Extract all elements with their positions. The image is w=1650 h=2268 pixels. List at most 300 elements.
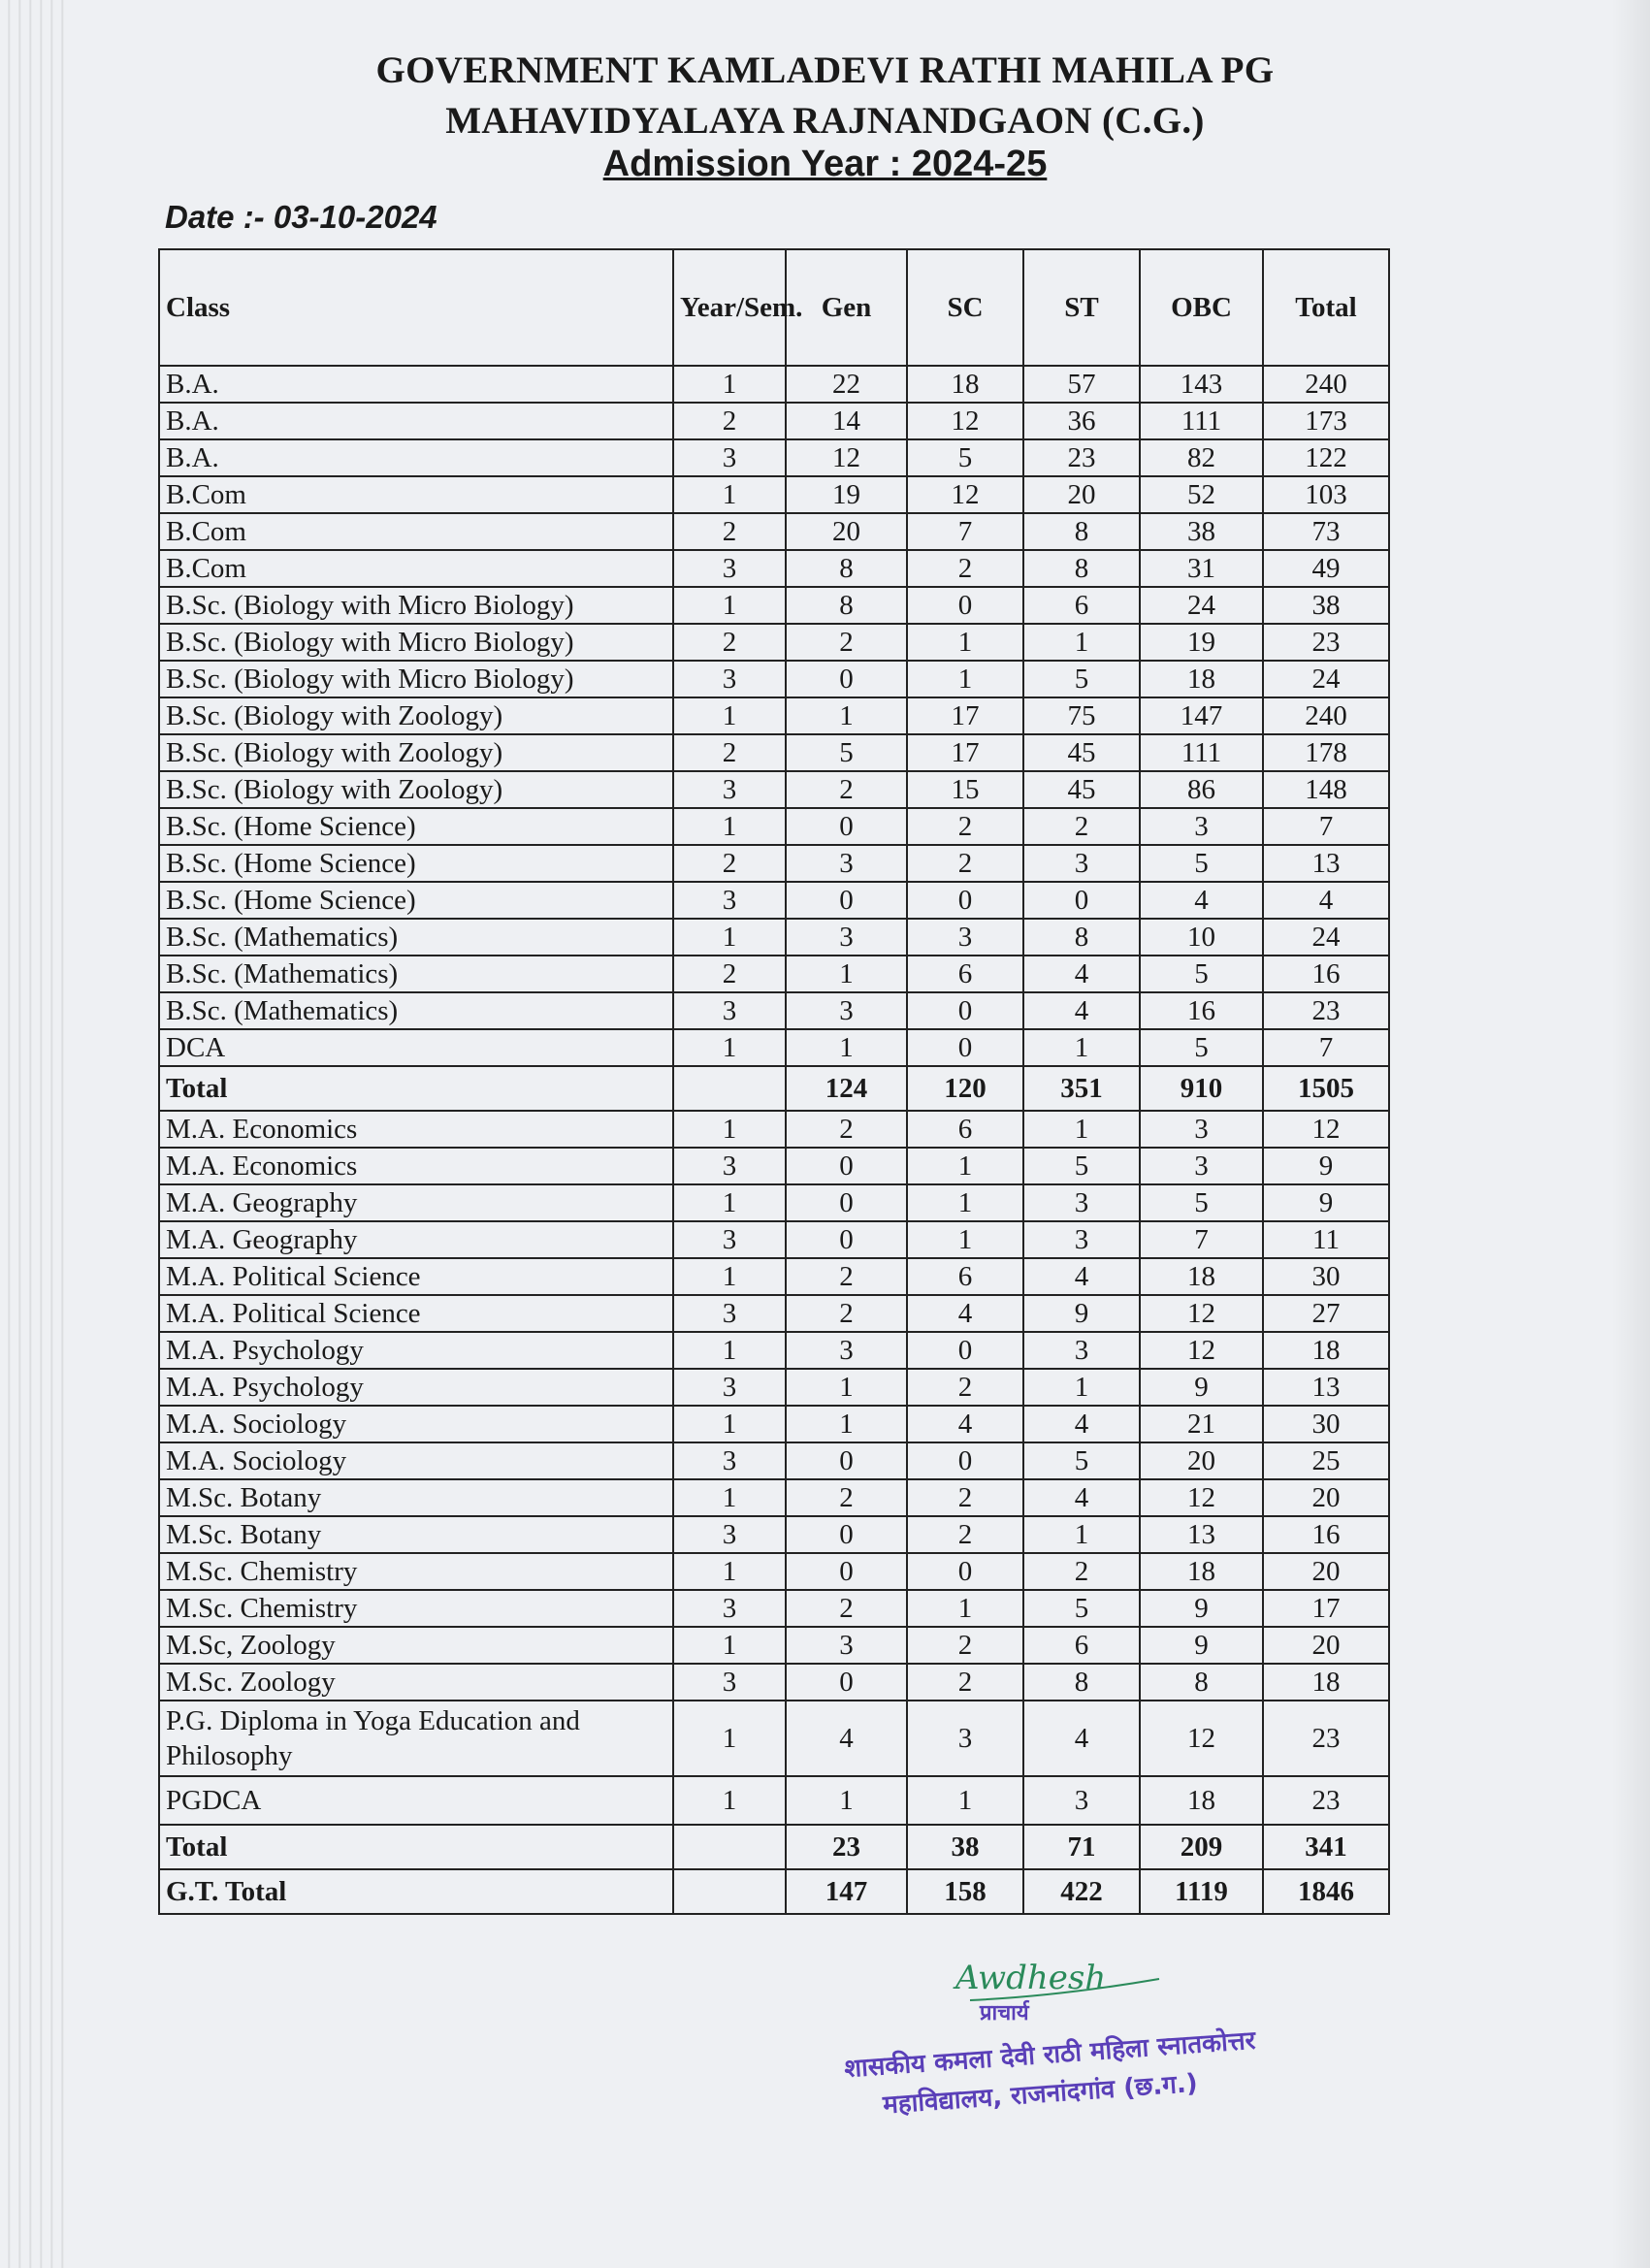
st-cell: 3: [1023, 845, 1140, 882]
obc-cell: 18: [1140, 1776, 1263, 1825]
sc-cell: 2: [907, 845, 1023, 882]
table-row: [159, 771, 1389, 808]
total-cell: 17: [1263, 1590, 1389, 1627]
college-seal-stamp: [834, 1998, 1257, 2121]
obc-cell: 5: [1140, 1184, 1263, 1221]
table-row: [159, 1442, 1389, 1479]
gen-cell: 14: [786, 403, 907, 439]
yr-cell: 1: [673, 1553, 786, 1590]
sc-cell: 2: [907, 1627, 1023, 1664]
st-cell: 75: [1023, 697, 1140, 734]
obc-cell: 910: [1140, 1066, 1263, 1111]
yr-cell: 3: [673, 439, 786, 476]
class-cell: B.Com: [159, 476, 673, 513]
sc-cell: 1: [907, 1776, 1023, 1825]
total-cell: 30: [1263, 1406, 1389, 1442]
st-cell: 422: [1023, 1869, 1140, 1914]
gen-cell: 0: [786, 1553, 907, 1590]
obc-cell: 12: [1140, 1701, 1263, 1776]
obc-cell: 1119: [1140, 1869, 1263, 1914]
gen-cell: 0: [786, 1184, 907, 1221]
total-cell: 23: [1263, 992, 1389, 1029]
total-cell: 24: [1263, 919, 1389, 956]
gen-cell: 3: [786, 1332, 907, 1369]
sc-cell: 3: [907, 919, 1023, 956]
sc-cell: 17: [907, 697, 1023, 734]
yr-cell: 3: [673, 882, 786, 919]
yr-cell: 1: [673, 1406, 786, 1442]
total-cell: 20: [1263, 1627, 1389, 1664]
scan-edge-left: [0, 0, 68, 2268]
total-cell: 1505: [1263, 1066, 1389, 1111]
table-row: [159, 1627, 1389, 1664]
st-cell: 4: [1023, 1701, 1140, 1776]
yr-cell: 3: [673, 1148, 786, 1184]
st-cell: 0: [1023, 882, 1140, 919]
class-cell: B.A.: [159, 366, 673, 403]
total-cell: 148: [1263, 771, 1389, 808]
total-cell: 9: [1263, 1148, 1389, 1184]
column-header: SC: [907, 249, 1023, 366]
sc-cell: 120: [907, 1066, 1023, 1111]
class-cell: B.Sc. (Biology with Micro Biology): [159, 661, 673, 697]
gen-cell: 20: [786, 513, 907, 550]
obc-cell: 4: [1140, 882, 1263, 919]
total-cell: 4: [1263, 882, 1389, 919]
sc-cell: 12: [907, 476, 1023, 513]
class-cell: G.T. Total: [159, 1869, 673, 1914]
class-cell: M.A. Psychology: [159, 1332, 673, 1369]
yr-cell: 1: [673, 697, 786, 734]
sc-cell: 6: [907, 1258, 1023, 1295]
yr-cell: 3: [673, 1590, 786, 1627]
obc-cell: 111: [1140, 403, 1263, 439]
table-body: [159, 366, 1389, 1914]
st-cell: 36: [1023, 403, 1140, 439]
st-cell: 1: [1023, 624, 1140, 661]
table-row: [159, 845, 1389, 882]
sc-cell: 2: [907, 1369, 1023, 1406]
table-row: [159, 1590, 1389, 1627]
total-cell: 25: [1263, 1442, 1389, 1479]
gen-cell: 2: [786, 1111, 907, 1148]
sc-cell: 158: [907, 1869, 1023, 1914]
sc-cell: 7: [907, 513, 1023, 550]
yr-cell: 2: [673, 956, 786, 992]
sc-cell: 2: [907, 1516, 1023, 1553]
sc-cell: 2: [907, 1664, 1023, 1701]
table-row: [159, 661, 1389, 697]
yr-cell: 2: [673, 624, 786, 661]
table-row: [159, 550, 1389, 587]
table-row: [159, 1066, 1389, 1111]
total-cell: 49: [1263, 550, 1389, 587]
yr-cell: 1: [673, 1184, 786, 1221]
obc-cell: 21: [1140, 1406, 1263, 1442]
yr-cell: 3: [673, 1442, 786, 1479]
obc-cell: 20: [1140, 1442, 1263, 1479]
yr-cell: 2: [673, 845, 786, 882]
class-cell: DCA: [159, 1029, 673, 1066]
obc-cell: 16: [1140, 992, 1263, 1029]
st-cell: 71: [1023, 1825, 1140, 1869]
obc-cell: 18: [1140, 1258, 1263, 1295]
st-cell: 8: [1023, 1664, 1140, 1701]
obc-cell: 7: [1140, 1221, 1263, 1258]
sc-cell: 4: [907, 1406, 1023, 1442]
obc-cell: 5: [1140, 845, 1263, 882]
total-cell: 24: [1263, 661, 1389, 697]
class-cell: B.Com: [159, 550, 673, 587]
obc-cell: 24: [1140, 587, 1263, 624]
gen-cell: 0: [786, 882, 907, 919]
st-cell: 4: [1023, 956, 1140, 992]
class-cell: B.Sc. (Biology with Zoology): [159, 734, 673, 771]
st-cell: 1: [1023, 1111, 1140, 1148]
sc-cell: 0: [907, 587, 1023, 624]
sc-cell: 38: [907, 1825, 1023, 1869]
gen-cell: 0: [786, 1221, 907, 1258]
total-cell: 173: [1263, 403, 1389, 439]
yr-cell: 2: [673, 513, 786, 550]
gen-cell: 2: [786, 624, 907, 661]
admission-table: [158, 248, 1390, 1915]
class-cell: Total: [159, 1066, 673, 1111]
yr-cell: [673, 1825, 786, 1869]
seal-line-1: प्राचार्य: [980, 2001, 1029, 2025]
gen-cell: 4: [786, 1701, 907, 1776]
obc-cell: 52: [1140, 476, 1263, 513]
table-row: [159, 1295, 1389, 1332]
table-row: [159, 1111, 1389, 1148]
yr-cell: 1: [673, 1701, 786, 1776]
table-row: [159, 1184, 1389, 1221]
column-header: ST: [1023, 249, 1140, 366]
table-row: [159, 439, 1389, 476]
total-cell: 13: [1263, 1369, 1389, 1406]
scan-edge-right: [1611, 0, 1650, 2268]
obc-cell: 8: [1140, 1664, 1263, 1701]
class-cell: B.Sc. (Biology with Micro Biology): [159, 624, 673, 661]
sc-cell: 1: [907, 1148, 1023, 1184]
class-cell: M.Sc. Chemistry: [159, 1553, 673, 1590]
gen-cell: 5: [786, 734, 907, 771]
yr-cell: 1: [673, 1332, 786, 1369]
gen-cell: 23: [786, 1825, 907, 1869]
table-row: [159, 1825, 1389, 1869]
gen-cell: 0: [786, 1442, 907, 1479]
class-cell: B.Sc. (Biology with Micro Biology): [159, 587, 673, 624]
table-row: [159, 624, 1389, 661]
column-header: Class: [159, 249, 673, 366]
gen-cell: 2: [786, 1295, 907, 1332]
st-cell: 45: [1023, 771, 1140, 808]
total-cell: 27: [1263, 1295, 1389, 1332]
gen-cell: 0: [786, 1516, 907, 1553]
total-cell: 9: [1263, 1184, 1389, 1221]
gen-cell: 0: [786, 808, 907, 845]
st-cell: 5: [1023, 1590, 1140, 1627]
gen-cell: 0: [786, 1664, 907, 1701]
class-cell: B.A.: [159, 403, 673, 439]
gen-cell: 1: [786, 697, 907, 734]
sc-cell: 6: [907, 956, 1023, 992]
yr-cell: 3: [673, 1221, 786, 1258]
table-header-row: [159, 249, 1389, 366]
gen-cell: 1: [786, 1029, 907, 1066]
class-cell: M.Sc. Botany: [159, 1516, 673, 1553]
college-name-line1: GOVERNMENT KAMLADEVI RATHI MAHILA PG: [375, 49, 1275, 91]
obc-cell: 9: [1140, 1590, 1263, 1627]
st-cell: 8: [1023, 513, 1140, 550]
table-row: [159, 1258, 1389, 1295]
table-row: [159, 882, 1389, 919]
table-row: [159, 513, 1389, 550]
table-row: [159, 808, 1389, 845]
obc-cell: 10: [1140, 919, 1263, 956]
sc-cell: 0: [907, 1442, 1023, 1479]
yr-cell: 3: [673, 771, 786, 808]
st-cell: 8: [1023, 550, 1140, 587]
class-cell: B.Sc. (Home Science): [159, 808, 673, 845]
obc-cell: 86: [1140, 771, 1263, 808]
class-cell: P.G. Diploma in Yoga Education and Philosophy: [159, 1701, 673, 1776]
sc-cell: 0: [907, 992, 1023, 1029]
total-cell: 18: [1263, 1664, 1389, 1701]
class-cell: M.Sc, Zoology: [159, 1627, 673, 1664]
table-row: [159, 1221, 1389, 1258]
st-cell: 4: [1023, 1479, 1140, 1516]
total-cell: 7: [1263, 808, 1389, 845]
obc-cell: 147: [1140, 697, 1263, 734]
class-cell: M.Sc. Zoology: [159, 1664, 673, 1701]
class-cell: B.Sc. (Mathematics): [159, 919, 673, 956]
total-cell: 12: [1263, 1111, 1389, 1148]
class-cell: M.A. Sociology: [159, 1442, 673, 1479]
yr-cell: 1: [673, 476, 786, 513]
yr-cell: 3: [673, 1369, 786, 1406]
gen-cell: 22: [786, 366, 907, 403]
sc-cell: 17: [907, 734, 1023, 771]
yr-cell: 3: [673, 1516, 786, 1553]
total-cell: 13: [1263, 845, 1389, 882]
obc-cell: 18: [1140, 661, 1263, 697]
class-cell: M.A. Geography: [159, 1221, 673, 1258]
total-cell: 16: [1263, 956, 1389, 992]
sc-cell: 2: [907, 808, 1023, 845]
yr-cell: 3: [673, 992, 786, 1029]
table-row: [159, 1553, 1389, 1590]
table-row: [159, 1479, 1389, 1516]
table-row: [159, 956, 1389, 992]
obc-cell: 3: [1140, 1148, 1263, 1184]
obc-cell: 143: [1140, 366, 1263, 403]
total-cell: 178: [1263, 734, 1389, 771]
sc-cell: 2: [907, 550, 1023, 587]
gen-cell: 3: [786, 992, 907, 1029]
class-cell: PGDCA: [159, 1776, 673, 1825]
class-cell: B.Sc. (Mathematics): [159, 992, 673, 1029]
st-cell: 9: [1023, 1295, 1140, 1332]
table-row: [159, 697, 1389, 734]
yr-cell: 1: [673, 1111, 786, 1148]
class-cell: M.A. Economics: [159, 1111, 673, 1148]
class-cell: M.A. Economics: [159, 1148, 673, 1184]
gen-cell: 1: [786, 1776, 907, 1825]
total-cell: 341: [1263, 1825, 1389, 1869]
table-row: [159, 1776, 1389, 1825]
gen-cell: 2: [786, 771, 907, 808]
total-cell: 16: [1263, 1516, 1389, 1553]
st-cell: 5: [1023, 1148, 1140, 1184]
total-cell: 20: [1263, 1553, 1389, 1590]
st-cell: 3: [1023, 1776, 1140, 1825]
gen-cell: 147: [786, 1869, 907, 1914]
table-row: [159, 1406, 1389, 1442]
yr-cell: 3: [673, 550, 786, 587]
sc-cell: 1: [907, 624, 1023, 661]
obc-cell: 12: [1140, 1479, 1263, 1516]
table-row: [159, 1516, 1389, 1553]
total-cell: 240: [1263, 697, 1389, 734]
st-cell: 4: [1023, 1406, 1140, 1442]
yr-cell: 2: [673, 734, 786, 771]
column-header: OBC: [1140, 249, 1263, 366]
class-cell: M.A. Geography: [159, 1184, 673, 1221]
class-cell: M.A. Political Science: [159, 1295, 673, 1332]
total-cell: 18: [1263, 1332, 1389, 1369]
class-cell: M.A. Psychology: [159, 1369, 673, 1406]
obc-cell: 19: [1140, 624, 1263, 661]
total-cell: 38: [1263, 587, 1389, 624]
yr-cell: 1: [673, 1479, 786, 1516]
table-row: [159, 992, 1389, 1029]
obc-cell: 3: [1140, 1111, 1263, 1148]
st-cell: 2: [1023, 808, 1140, 845]
total-cell: 122: [1263, 439, 1389, 476]
st-cell: 351: [1023, 1066, 1140, 1111]
gen-cell: 2: [786, 1590, 907, 1627]
total-cell: 23: [1263, 1776, 1389, 1825]
yr-cell: 2: [673, 403, 786, 439]
date-label: Date :- 03-10-2024: [165, 199, 437, 235]
st-cell: 23: [1023, 439, 1140, 476]
obc-cell: 18: [1140, 1553, 1263, 1590]
gen-cell: 8: [786, 587, 907, 624]
class-cell: M.A. Political Science: [159, 1258, 673, 1295]
table-row: [159, 1369, 1389, 1406]
total-cell: 11: [1263, 1221, 1389, 1258]
class-cell: B.A.: [159, 439, 673, 476]
obc-cell: 31: [1140, 550, 1263, 587]
st-cell: 45: [1023, 734, 1140, 771]
gen-cell: 2: [786, 1258, 907, 1295]
sc-cell: 2: [907, 1479, 1023, 1516]
table-row: [159, 1148, 1389, 1184]
class-cell: M.A. Sociology: [159, 1406, 673, 1442]
st-cell: 4: [1023, 992, 1140, 1029]
total-cell: 20: [1263, 1479, 1389, 1516]
gen-cell: 0: [786, 661, 907, 697]
total-cell: 1846: [1263, 1869, 1389, 1914]
obc-cell: 12: [1140, 1295, 1263, 1332]
st-cell: 2: [1023, 1553, 1140, 1590]
st-cell: 4: [1023, 1258, 1140, 1295]
obc-cell: 13: [1140, 1516, 1263, 1553]
st-cell: 1: [1023, 1516, 1140, 1553]
gen-cell: 3: [786, 1627, 907, 1664]
obc-cell: 9: [1140, 1369, 1263, 1406]
sc-cell: 12: [907, 403, 1023, 439]
obc-cell: 9: [1140, 1627, 1263, 1664]
st-cell: 57: [1023, 366, 1140, 403]
st-cell: 5: [1023, 1442, 1140, 1479]
sc-cell: 0: [907, 1029, 1023, 1066]
gen-cell: 1: [786, 956, 907, 992]
yr-cell: 1: [673, 587, 786, 624]
yr-cell: 1: [673, 808, 786, 845]
sc-cell: 0: [907, 1553, 1023, 1590]
table-row: [159, 919, 1389, 956]
obc-cell: 82: [1140, 439, 1263, 476]
seal-line-2: शासकीय कमला देवी राठी महिला स्नातकोत्तर: [843, 2025, 1257, 2085]
total-cell: 23: [1263, 1701, 1389, 1776]
yr-cell: [673, 1869, 786, 1914]
class-cell: M.Sc. Botany: [159, 1479, 673, 1516]
gen-cell: 12: [786, 439, 907, 476]
gen-cell: 1: [786, 1369, 907, 1406]
total-cell: 30: [1263, 1258, 1389, 1295]
sc-cell: 1: [907, 1590, 1023, 1627]
st-cell: 5: [1023, 661, 1140, 697]
total-cell: 103: [1263, 476, 1389, 513]
gen-cell: 8: [786, 550, 907, 587]
obc-cell: 12: [1140, 1332, 1263, 1369]
table-row: [159, 734, 1389, 771]
gen-cell: 3: [786, 919, 907, 956]
total-cell: 73: [1263, 513, 1389, 550]
st-cell: 6: [1023, 587, 1140, 624]
table-row: [159, 1029, 1389, 1066]
class-cell: Total: [159, 1825, 673, 1869]
table-row: [159, 1332, 1389, 1369]
admission-year-title: Admission Year : 2024-25: [602, 144, 1048, 184]
sc-cell: 0: [907, 1332, 1023, 1369]
sc-cell: 15: [907, 771, 1023, 808]
class-cell: B.Sc. (Biology with Zoology): [159, 697, 673, 734]
obc-cell: 111: [1140, 734, 1263, 771]
column-header: Gen: [786, 249, 907, 366]
sc-cell: 4: [907, 1295, 1023, 1332]
st-cell: 3: [1023, 1221, 1140, 1258]
table-row: [159, 587, 1389, 624]
class-cell: B.Sc. (Mathematics): [159, 956, 673, 992]
column-header: Total: [1263, 249, 1389, 366]
yr-cell: 1: [673, 1029, 786, 1066]
yr-cell: [673, 1066, 786, 1111]
signature-text: Awdhesh: [955, 1959, 1107, 1997]
st-cell: 6: [1023, 1627, 1140, 1664]
class-cell: B.Com: [159, 513, 673, 550]
gen-cell: 0: [786, 1148, 907, 1184]
yr-cell: 1: [673, 1776, 786, 1825]
yr-cell: 3: [673, 661, 786, 697]
sc-cell: 0: [907, 882, 1023, 919]
gen-cell: 2: [786, 1479, 907, 1516]
st-cell: 3: [1023, 1184, 1140, 1221]
st-cell: 8: [1023, 919, 1140, 956]
table-row: [159, 403, 1389, 439]
